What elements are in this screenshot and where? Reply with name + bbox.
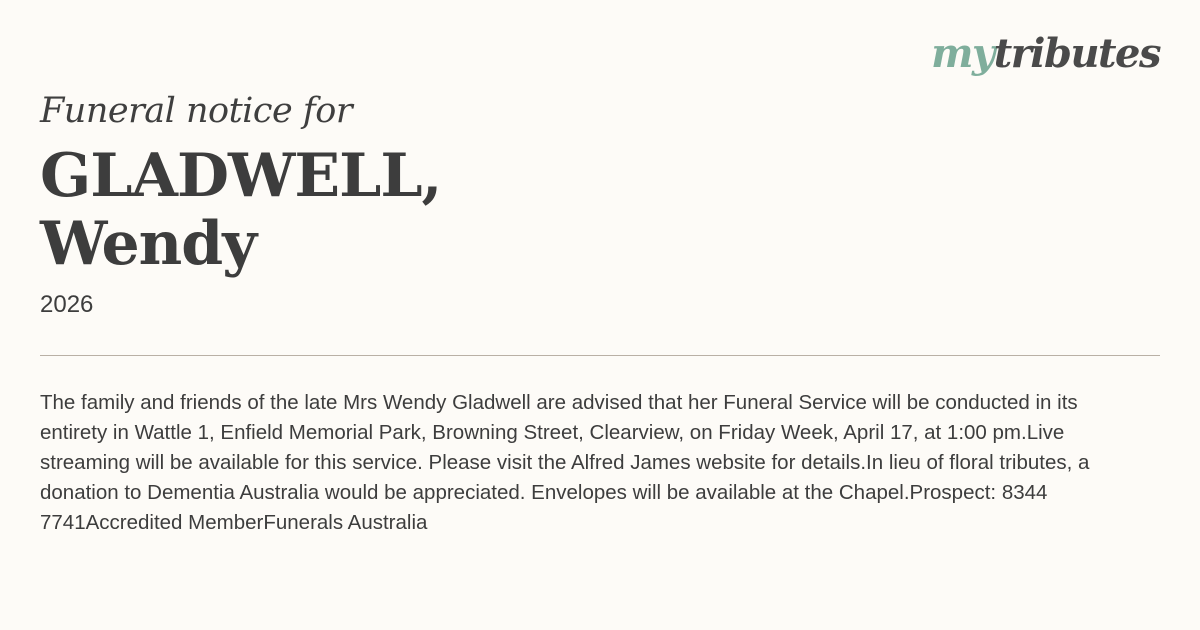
deceased-given-name: Wendy [40, 209, 257, 279]
notice-body: The family and friends of the late Mrs Wendy Gladwell are advised that her Funeral Service will be conducted in its entirety in Wattle 1, Enfield Memorial Park, Browning Street, Clearview, on Friday Week, April 17, at 1:00 pm.Live streaming will be available for this service. Please visit the Alfred James website for details.In lieu of floral tributes, a donation to Dementia Australia would be appreciated. Envelopes will be available at the Chapel.Prospect: 8344 7741Accredited MemberFunerals Australia [40, 391, 1090, 534]
logo-my: my [931, 30, 994, 77]
deceased-name [40, 142, 441, 278]
notice-kicker: Funeral notice for [40, 91, 353, 131]
divider [40, 355, 1160, 356]
logo-tributes: tributes [993, 30, 1160, 77]
notice-year: 2026 [40, 291, 94, 318]
mytributes-logo [931, 30, 1160, 77]
deceased-surname: GLADWELL, [40, 141, 442, 211]
